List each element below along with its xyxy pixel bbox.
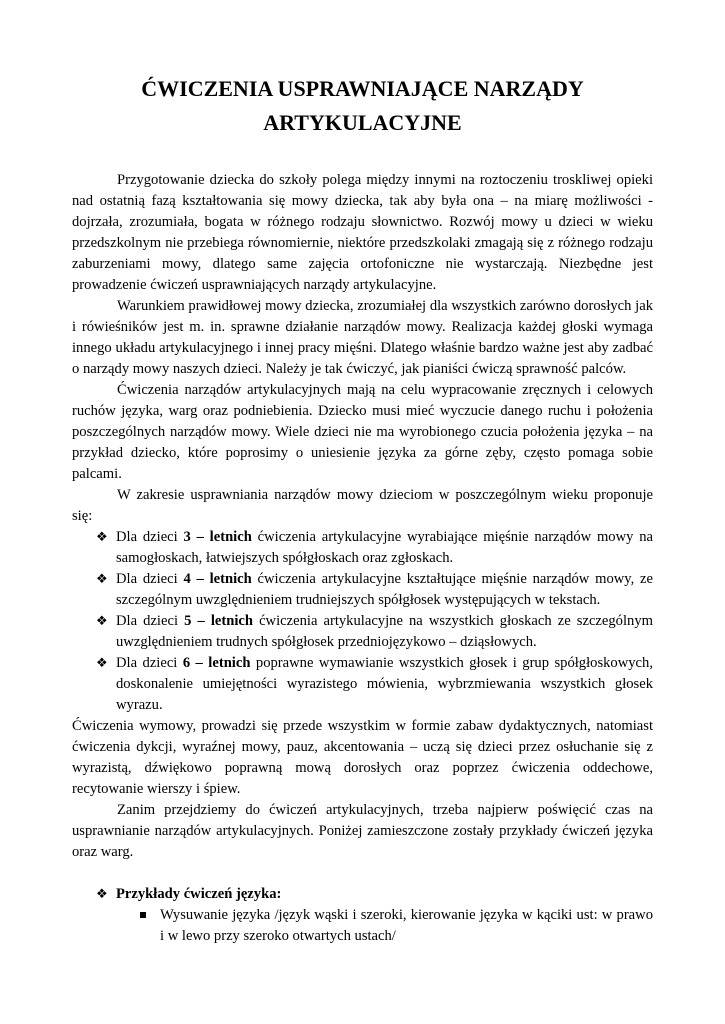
list-item (72, 527, 653, 569)
list-item-age: 5 – letnich (184, 613, 253, 629)
list-item-prefix: Dla dzieci (116, 529, 184, 545)
age-list (72, 527, 653, 716)
list-item (72, 905, 653, 947)
exercise-text: Wysuwanie języka /język wąski i szeroki, kierowanie języka w kąciki ust: w prawo i w lewo przy szeroko otwartych ustach/ (160, 907, 653, 944)
page-title: ĆWICZENIA USPRAWNIAJĄCE NARZĄDY ARTYKULACYJNE (141, 76, 584, 135)
exercise-list (72, 905, 653, 947)
paragraph-intro: Przygotowanie dziecka do szkoły polega między innymi na roztoczeniu troskliwej opieki nad ostatnią fazą kształtowania się mowy dziecka, tak aby była ona – na miarę możliwości - dojrzała, zrozumiała, bogata w różnego rodzaju słownictwo. Rozwój mowy u dzieci w wieku przedszkolnym nie przebiega równomiernie, niektóre przedszkolaki zmagają się z różnego rodzaju zaburzeniami mowy, dlatego same zajęcia ortofoniczne nie wystarczają. Niezbędne jest prowadzenie ćwiczeń usprawniających narządy artykulacyjne. (72, 172, 653, 293)
list-item-age: 4 – letnich (183, 571, 252, 587)
list-item-prefix: Dla dzieci (116, 571, 184, 587)
list-item-age: 3 – letnich (183, 529, 252, 545)
spacer (72, 863, 653, 884)
list-item-text: ćwiczenia artykulacyjne na wszystkich głoskach ze szczególnym uwzględnieniem trudnych spółgłosek przedniojęzykowo – dziąsłowych. (116, 613, 653, 650)
document-body (72, 170, 653, 947)
paragraph-goals: Ćwiczenia narządów artykulacyjnych mają na celu wypracowanie zręcznych i celowych ruchów języka, warg oraz podniebienia. Dziecko musi mieć wyczucie danego ruchu i położenia poszczególnych narządów mowy. Wiele dzieci nie ma wyrobionego czucia położenia języka – na przykład dziecko, które poprosimy o uniesienie języka za górne zęby, często pomaga sobie palcami. (72, 382, 653, 482)
diamond-bullet-icon: ❖ (96, 887, 108, 902)
paragraph-transition: Zanim przejdziemy do ćwiczeń artykulacyjnych, trzeba najpierw poświęcić czas na usprawnianie narządów artykulacyjnych. Poniżej zamieszczone zostały przykłady ćwiczeń języka oraz warg. (72, 802, 653, 860)
list-item-prefix: Dla dzieci (116, 613, 185, 629)
list-item-text: poprawne wymawianie wszystkich głosek i grup spółgłoskowych, doskonalenie umiejętności wyrazistego mówienia, wybrzmiewania wszystkich głosek wyrazu. (116, 655, 653, 713)
diamond-bullet-icon: ❖ (96, 530, 108, 545)
list-item (72, 653, 653, 716)
paragraph-pronunciation: Ćwiczenia wymowy, prowadzi się przede wszystkim w formie zabaw dydaktycznych, natomiast ćwiczenia dykcji, wyraźnej mowy, pauz, akcentowania – uczą się dzieci przez osłuchanie się z wyrazistą, dźwiękowo poprawną mową dorosłych oraz poprzez ćwiczenia oddechowe, recytowanie wierszy i śpiew. (72, 718, 653, 797)
section-heading-text: Przykłady ćwiczeń języka: (116, 886, 282, 902)
list-item-text: ćwiczenia artykulacyjne kształtujące mięśnie narządów mowy, ze szczególnym uwzględnieniem trudniejszych spółgłosek występujących w tekstach. (116, 571, 653, 608)
square-bullet-icon (140, 912, 146, 918)
list-item-prefix: Dla dzieci (116, 655, 183, 671)
paragraph-age-intro: W zakresie usprawniania narządów mowy dzieciom w poszczególnym wieku proponuje się: (72, 487, 653, 524)
diamond-bullet-icon: ❖ (96, 572, 108, 587)
diamond-bullet-icon: ❖ (96, 614, 108, 629)
list-item-age: 6 – letnich (182, 655, 251, 671)
section-heading (72, 884, 653, 905)
list-item-text: ćwiczenia artykulacyjne wyrabiające mięśnie narządów mowy na samogłoskach, łatwiejszych spółgłoskach oraz zgłoskach. (116, 529, 653, 566)
diamond-bullet-icon: ❖ (96, 656, 108, 671)
list-item (72, 611, 653, 653)
paragraph-conditions: Warunkiem prawidłowej mowy dziecka, zrozumiałej dla wszystkich zarówno dorosłych jak i rówieśników jest m. in. sprawne działanie narządów mowy. Realizacja każdej głoski wymaga innego układu artykulacyjnego i innej pracy mięśni. Dlatego właśnie bardzo ważne jest aby zadbać o narządy mowy naszych dzieci. Należy je tak ćwiczyć, jak pianiści ćwiczą sprawność palców. (72, 298, 653, 377)
list-item (72, 569, 653, 611)
